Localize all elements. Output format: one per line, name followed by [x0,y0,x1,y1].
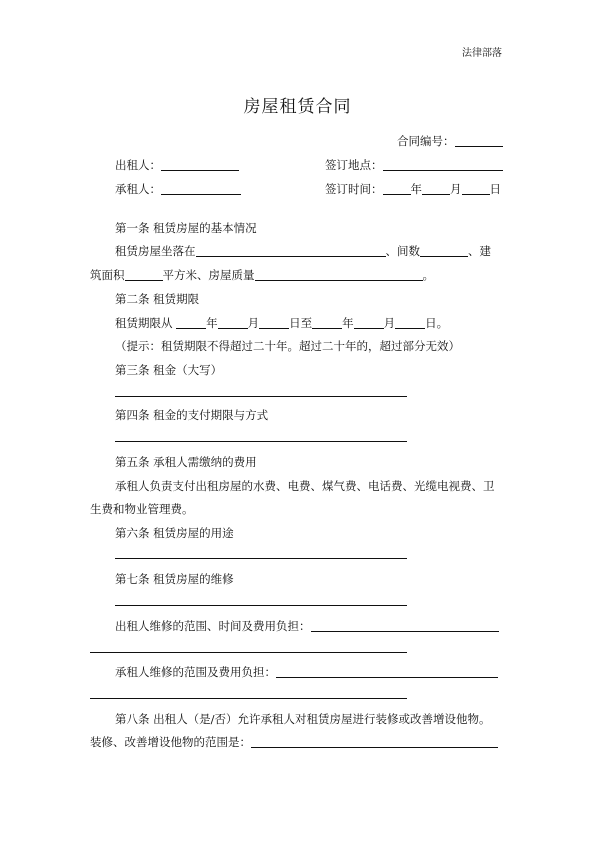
art2-to: 日至 [289,316,313,330]
art8-line1: 第八条 出租人（是/否）允许承租人对租赁房屋进行装修或改善增设他物。 [115,712,491,726]
lessee-repair-field[interactable] [276,665,498,678]
art1-l2-b: 平方米、房屋质量 [162,268,255,282]
art1-l2-c: 。 [422,268,434,282]
day-label: 日 [489,182,501,196]
page-title: 房屋租赁合同 [243,97,352,117]
art5-heading: 第五条 承租人需缴纳的费用 [115,455,257,469]
lessor-repair-row [115,618,499,634]
art3-heading: 第三条 租金（大写） [115,363,223,377]
art1-l2-a: 筑面积 [90,268,125,282]
contract-no-field[interactable] [455,134,503,147]
usage-field[interactable] [115,558,407,559]
art1-l1-b: 、间数 [385,244,420,258]
sign-place-field[interactable] [383,158,503,171]
art8-line2 [90,734,498,750]
sign-time-row [325,181,501,197]
header-label: 法律部落 [462,48,502,59]
sign-place-row [325,157,503,173]
art1-heading: 第一条 租赁房屋的基本情况 [115,221,257,235]
art7-heading: 第七条 租赁房屋的维修 [115,572,234,586]
art2-month: 月 [247,316,260,330]
location-field[interactable] [196,244,386,257]
art1-line1 [115,243,491,259]
art8-l2-label: 装修、改善增设他物的范围是： [90,735,251,749]
sign-time-label: 签订时间： [325,182,383,196]
repair-field[interactable] [115,605,407,606]
lessor-row [115,157,239,173]
start-month-field[interactable] [218,316,248,329]
art4-heading: 第四条 租金的支付期限与方式 [115,408,269,422]
art1-l1-c: 、建 [468,244,491,258]
quality-field[interactable] [255,268,423,281]
sign-month-field[interactable] [422,182,450,195]
art2-year: 年 [206,316,218,330]
lessee-field[interactable] [161,182,241,195]
art2-year2: 年 [342,316,354,330]
art2-period [115,315,448,331]
lessee-label: 承租人： [115,182,161,196]
lessee-repair-label: 承租人维修的范围及费用负担： [115,665,276,679]
end-month-field[interactable] [354,316,384,329]
contract-no-label: 合同编号： [397,134,455,148]
art1-line2 [90,267,434,283]
art2-prefix: 租赁期限从 [115,316,173,330]
art1-l1-a: 租赁房屋坐落在 [115,244,196,258]
month-label: 月 [450,182,462,196]
contract-no-row [397,133,503,149]
art5-line2: 生费和物业管理费。 [90,502,194,516]
art2-heading: 第二条 租赁期限 [115,292,200,306]
end-day-field[interactable] [395,316,425,329]
lessee-repair-field-2[interactable] [90,698,407,699]
lessee-row [115,181,241,197]
start-year-field[interactable] [176,316,206,329]
year-label: 年 [410,182,422,196]
renovation-scope-field[interactable] [251,735,498,748]
sign-day-field[interactable] [462,182,490,195]
lessee-repair-row [115,664,498,680]
sign-place-label: 签订地点： [325,158,383,172]
lessor-label: 出租人： [115,158,161,172]
payment-terms-field[interactable] [115,441,407,442]
start-day-field[interactable] [259,316,289,329]
lessor-repair-label: 出租人维修的范围、时间及费用负担： [115,619,311,633]
art6-heading: 第六条 租赁房屋的用途 [115,526,234,540]
area-field[interactable] [125,268,163,281]
sign-year-field[interactable] [383,182,411,195]
art2-month2: 月 [383,316,396,330]
rooms-field[interactable] [420,244,468,257]
lessor-repair-field-2[interactable] [90,652,407,653]
art2-hint: （提示：租赁期限不得超过二十年。超过二十年的，超过部分无效） [115,339,460,353]
lessor-repair-field[interactable] [311,619,499,632]
art2-end: 日。 [425,316,449,330]
rent-amount-field[interactable] [115,396,407,397]
art5-line1: 承租人负责支付出租房屋的水费、电费、煤气费、电话费、光缆电视费、卫 [115,479,495,493]
end-year-field[interactable] [312,316,342,329]
lessor-field[interactable] [161,158,239,171]
